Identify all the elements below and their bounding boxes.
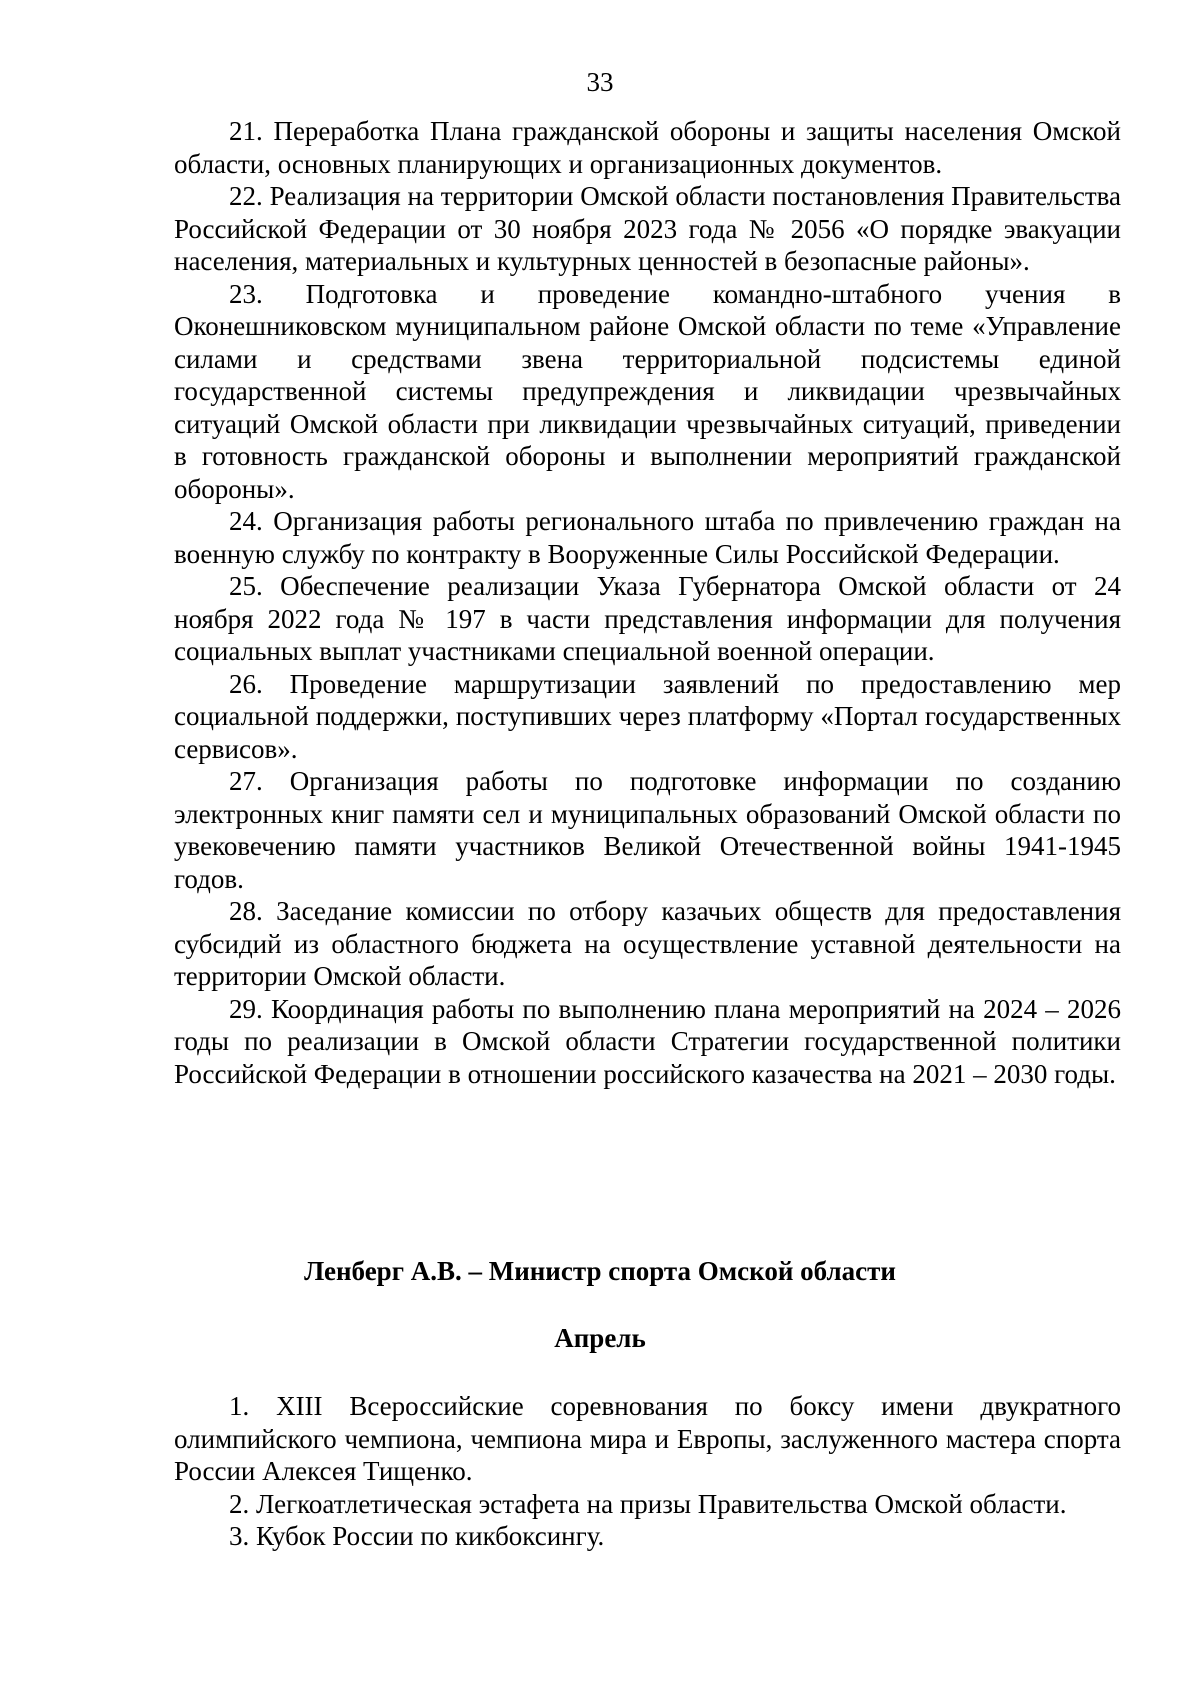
list-item: 2. Легкоатлетическая эстафета на призы Правительства Омской области. [229, 1488, 1067, 1519]
page-number: 33 [586, 67, 614, 97]
list-item: 24. Организация работы регионального штаба по привлечению граждан на военную службу по контракту в Вооруженные Силы Российской Федерации. [174, 506, 1121, 569]
list-item: 25. Обеспечение реализации Указа Губернатора Омской области от 24 ноября 2022 года № 197 в части представления информации для получения социальных выплат участниками специальной военной операции. [174, 571, 1121, 666]
list-item: 29. Координация работы по выполнению плана мероприятий на 2024 – 2026 годы по реализации в Омской области Стратегии государственной политики Российской Федерации в отношении российского казачества на 2021 – 2030 годы. [174, 993, 1121, 1089]
list-item: 3. Кубок России по кикбоксингу. [229, 1521, 605, 1551]
list-item: 26. Проведение маршрутизации заявлений по предоставлению мер социальной поддержки, поступивших через платформу «Портал государственных сервисов». [174, 668, 1121, 764]
section-list-previous [174, 115, 1121, 1090]
list-item: 1. XIII Всероссийские соревнования по боксу имени двукратного олимпийского чемпиона, чемпиона мира и Европы, заслуженного мастера спорта России Алексея Тищенко. [174, 1391, 1121, 1486]
list-item: 23. Подготовка и проведение командно-штабного учения в Оконешниковском муниципальном районе Омской области по теме «Управление силами и средствами звена территориальной подсистемы единой государственной системы предупреждения и ликвидации чрезвычайных ситуаций Омской области при ликвидации чрезвычайных ситуаций, приведении в готовность гражданской обороны и выполнении мероприятий гражданской обороны». [174, 278, 1121, 504]
list-item: 22. Реализация на территории Омской области постановления Правительства Российской Федерации от 30 ноября 2023 года № 2056 «О порядке эвакуации населения, материальных и культурных ценностей в безопасные районы». [174, 181, 1121, 276]
section-list-sport [174, 1390, 1121, 1553]
list-item: 27. Организация работы по подготовке информации по созданию электронных книг памяти сел и муниципальных образований Омской области по увековечению памяти участников Великой Отечественной войны 1941-1945 годов. [174, 766, 1121, 894]
list-item: 21. Переработка Плана гражданской обороны и защиты населения Омской области, основных планирующих и организационных документов. [174, 116, 1121, 179]
list-item: 28. Заседание комиссии по отбору казачьих обществ для предоставления субсидий из областного бюджета на осуществление уставной деятельности на территории Омской области. [174, 896, 1121, 991]
month-heading: Апрель [554, 1323, 646, 1353]
minister-heading: Ленберг А.В. – Министр спорта Омской области [304, 1256, 896, 1286]
